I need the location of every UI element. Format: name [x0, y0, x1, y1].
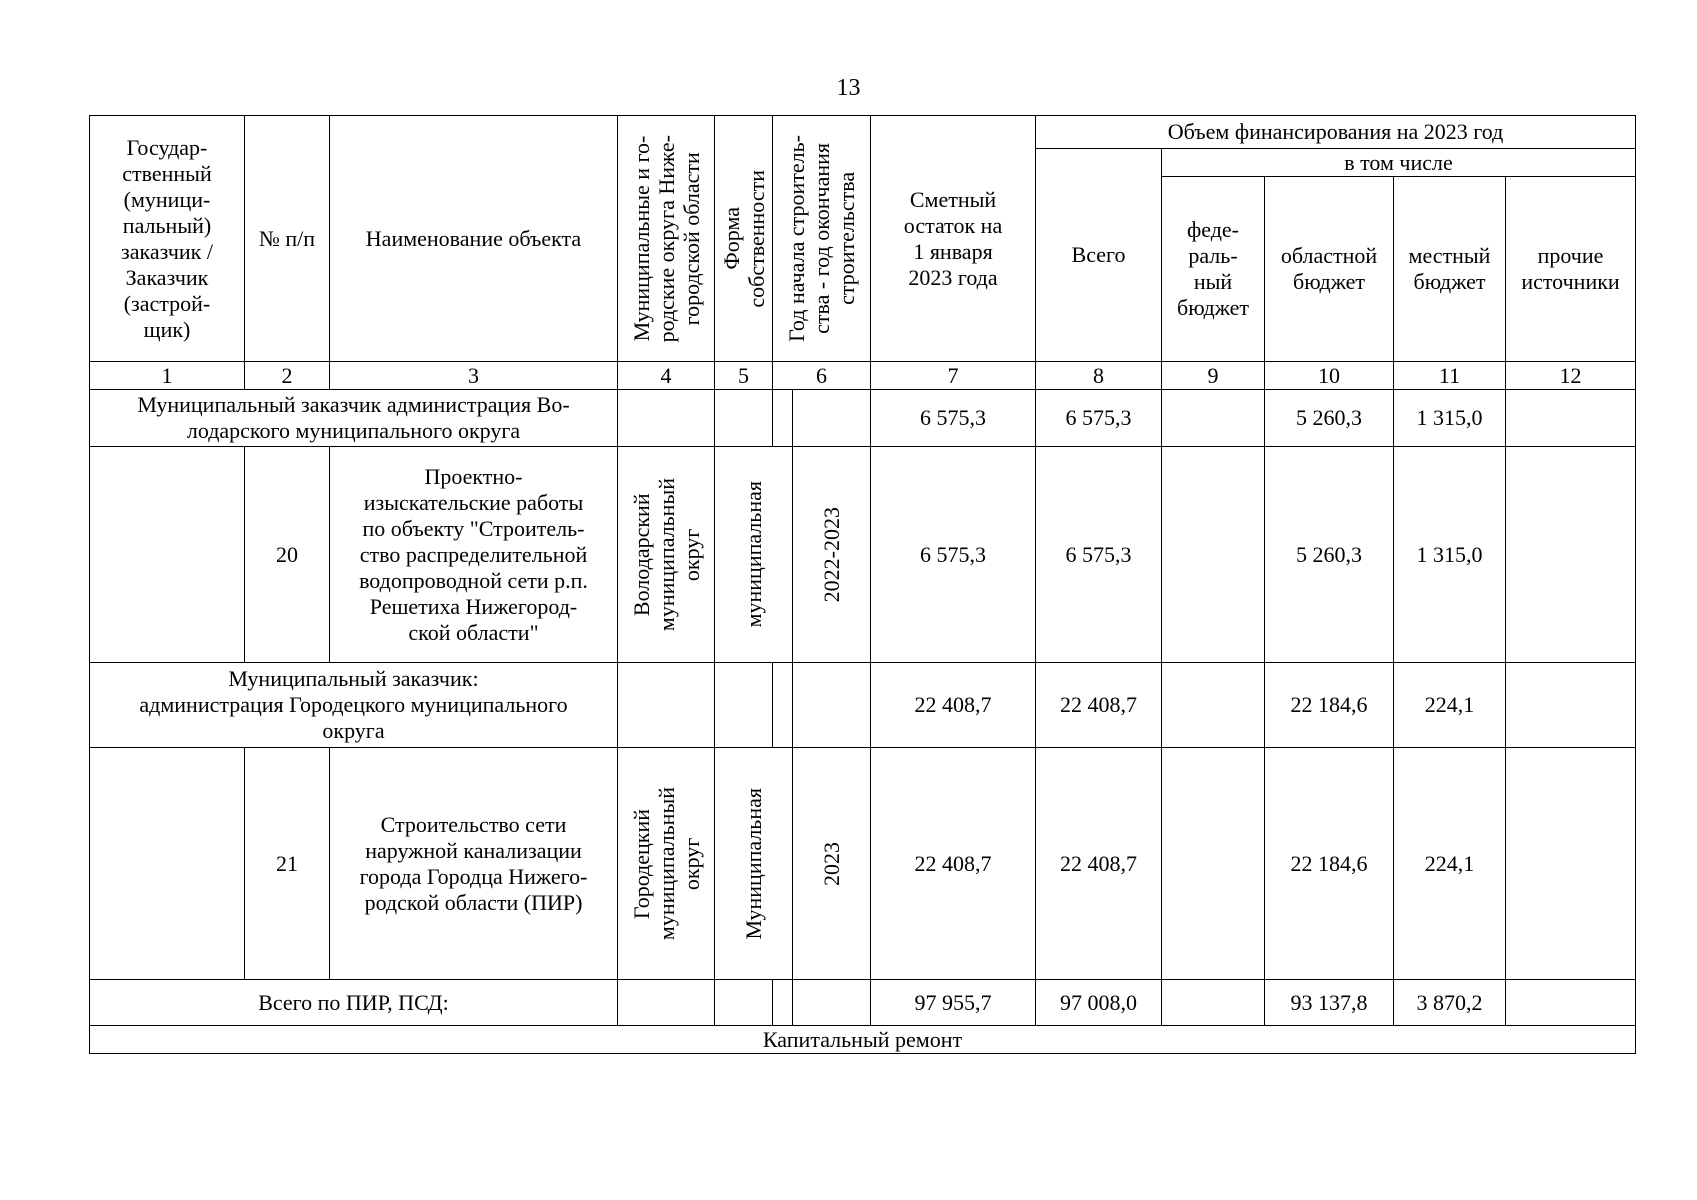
- header-row: [90, 116, 1636, 149]
- header-federal: феде- раль- ный бюджет: [1162, 177, 1265, 362]
- header-years: [773, 116, 871, 362]
- column-number: 10: [1265, 362, 1394, 390]
- empty-cell: [90, 447, 245, 663]
- ownership-cell: [715, 447, 793, 663]
- header-districts-label: Муниципальные и го- родские округа Ниже- городской области: [628, 134, 704, 343]
- column-number: 3: [330, 362, 618, 390]
- column-number: 5: [715, 362, 773, 390]
- column-number: 7: [871, 362, 1036, 390]
- other-cell: [1506, 663, 1636, 748]
- other-cell: [1506, 447, 1636, 663]
- page-number: 13: [836, 75, 861, 101]
- column-number: 11: [1394, 362, 1506, 390]
- federal-cell: [1162, 447, 1265, 663]
- table-row: [90, 447, 1636, 663]
- ownership-cell: [715, 748, 793, 980]
- empty-cell: [715, 980, 773, 1026]
- district-cell: [618, 447, 715, 663]
- regional-cell: 22 184,6: [1265, 663, 1394, 748]
- total-cell: 97 008,0: [1036, 980, 1162, 1026]
- header-including: в том числе: [1162, 149, 1636, 177]
- column-number: 9: [1162, 362, 1265, 390]
- district-label: Городецкий муниципальный округ: [628, 786, 704, 941]
- total-cell: 22 408,7: [1036, 748, 1162, 980]
- column-number: 2: [245, 362, 330, 390]
- customer-label: Муниципальный заказчик администрация Во- лодарского муниципального округа: [90, 390, 618, 447]
- object-number: 21: [245, 748, 330, 980]
- empty-cell: [90, 748, 245, 980]
- column-number: 4: [618, 362, 715, 390]
- object-number: 20: [245, 447, 330, 663]
- local-cell: 1 315,0: [1394, 390, 1506, 447]
- header-regional: областной бюджет: [1265, 177, 1394, 362]
- header-customer: [90, 116, 245, 362]
- local-cell: 1 315,0: [1394, 447, 1506, 663]
- empty-cell: [715, 390, 773, 447]
- other-cell: [1506, 390, 1636, 447]
- header-total: Всего: [1036, 149, 1162, 362]
- empty-cell: [793, 390, 871, 447]
- table-row: [90, 663, 1636, 748]
- district-label: Володарский муниципальный округ: [628, 477, 704, 632]
- regional-cell: 22 184,6: [1265, 748, 1394, 980]
- years-label: 2023: [819, 841, 844, 886]
- table-row: [90, 390, 1636, 447]
- total-cell: 6 575,3: [1036, 447, 1162, 663]
- federal-cell: [1162, 748, 1265, 980]
- ownership-label: муниципальная: [741, 481, 766, 628]
- empty-cell: [618, 663, 715, 748]
- header-customer-label: Государ- ственный (муници- пальный) заказчик / Заказчик (застрой- щик): [121, 134, 213, 342]
- federal-cell: [1162, 663, 1265, 748]
- ownership-label: Муниципальная: [741, 787, 766, 940]
- regional-cell: 5 260,3: [1265, 390, 1394, 447]
- other-cell: [1506, 748, 1636, 980]
- regional-cell: 5 260,3: [1265, 447, 1394, 663]
- federal-cell: [1162, 980, 1265, 1026]
- empty-cell: [793, 980, 871, 1026]
- local-cell: 224,1: [1394, 663, 1506, 748]
- header-other: прочие источники: [1506, 177, 1636, 362]
- years-label: 2022-2023: [819, 506, 844, 603]
- column-number: 1: [90, 362, 245, 390]
- empty-cell: [793, 663, 871, 748]
- object-name: Строительство сети наружной канализации города Городца Нижего- родской области (ПИР): [330, 748, 618, 980]
- header-local: местный бюджет: [1394, 177, 1506, 362]
- header-years-label: Год начала строитель- ства - год окончания строительства: [784, 135, 859, 342]
- column-number-row: [90, 362, 1636, 390]
- column-number: 8: [1036, 362, 1162, 390]
- header-districts: [618, 116, 715, 362]
- total-row: [90, 980, 1636, 1026]
- column-number: 12: [1506, 362, 1636, 390]
- estimate-cell: 97 955,7: [871, 980, 1036, 1026]
- empty-cell: [618, 390, 715, 447]
- customer-label: Муниципальный заказчик: администрация Городецкого муниципального округа: [90, 663, 618, 748]
- header-ownership-label: Форма собственности: [718, 169, 769, 308]
- other-cell: [1506, 980, 1636, 1026]
- empty-cell: [773, 390, 793, 447]
- district-cell: [618, 748, 715, 980]
- total-label: Всего по ПИР, ПСД:: [90, 980, 618, 1026]
- header-object-name: Наименование объекта: [330, 116, 618, 362]
- section-title: Капитальный ремонт: [90, 1026, 1636, 1054]
- empty-cell: [773, 980, 793, 1026]
- section-row: [90, 1026, 1636, 1054]
- total-cell: 22 408,7: [1036, 663, 1162, 748]
- total-cell: 6 575,3: [1036, 390, 1162, 447]
- object-name: Проектно- изыскательские работы по объекту "Строитель- ство распределительной водопроводной сети р.п. Решетиха Нижегород- ской области": [330, 447, 618, 663]
- local-cell: 3 870,2: [1394, 980, 1506, 1026]
- header-number: № п/п: [245, 116, 330, 362]
- empty-cell: [715, 663, 773, 748]
- local-cell: 224,1: [1394, 748, 1506, 980]
- empty-cell: [618, 980, 715, 1026]
- column-number: 6: [773, 362, 871, 390]
- estimate-cell: 6 575,3: [871, 447, 1036, 663]
- years-cell: [793, 748, 871, 980]
- table-row: [90, 748, 1636, 980]
- funding-table: [89, 115, 1636, 1054]
- estimate-cell: 22 408,7: [871, 748, 1036, 980]
- header-ownership: [715, 116, 773, 362]
- estimate-cell: 22 408,7: [871, 663, 1036, 748]
- header-estimate: Сметный остаток на 1 января 2023 года: [871, 116, 1036, 362]
- header-funding-group: Объем финансирования на 2023 год: [1036, 116, 1636, 149]
- regional-cell: 93 137,8: [1265, 980, 1394, 1026]
- federal-cell: [1162, 390, 1265, 447]
- years-cell: [793, 447, 871, 663]
- empty-cell: [773, 663, 793, 748]
- estimate-cell: 6 575,3: [871, 390, 1036, 447]
